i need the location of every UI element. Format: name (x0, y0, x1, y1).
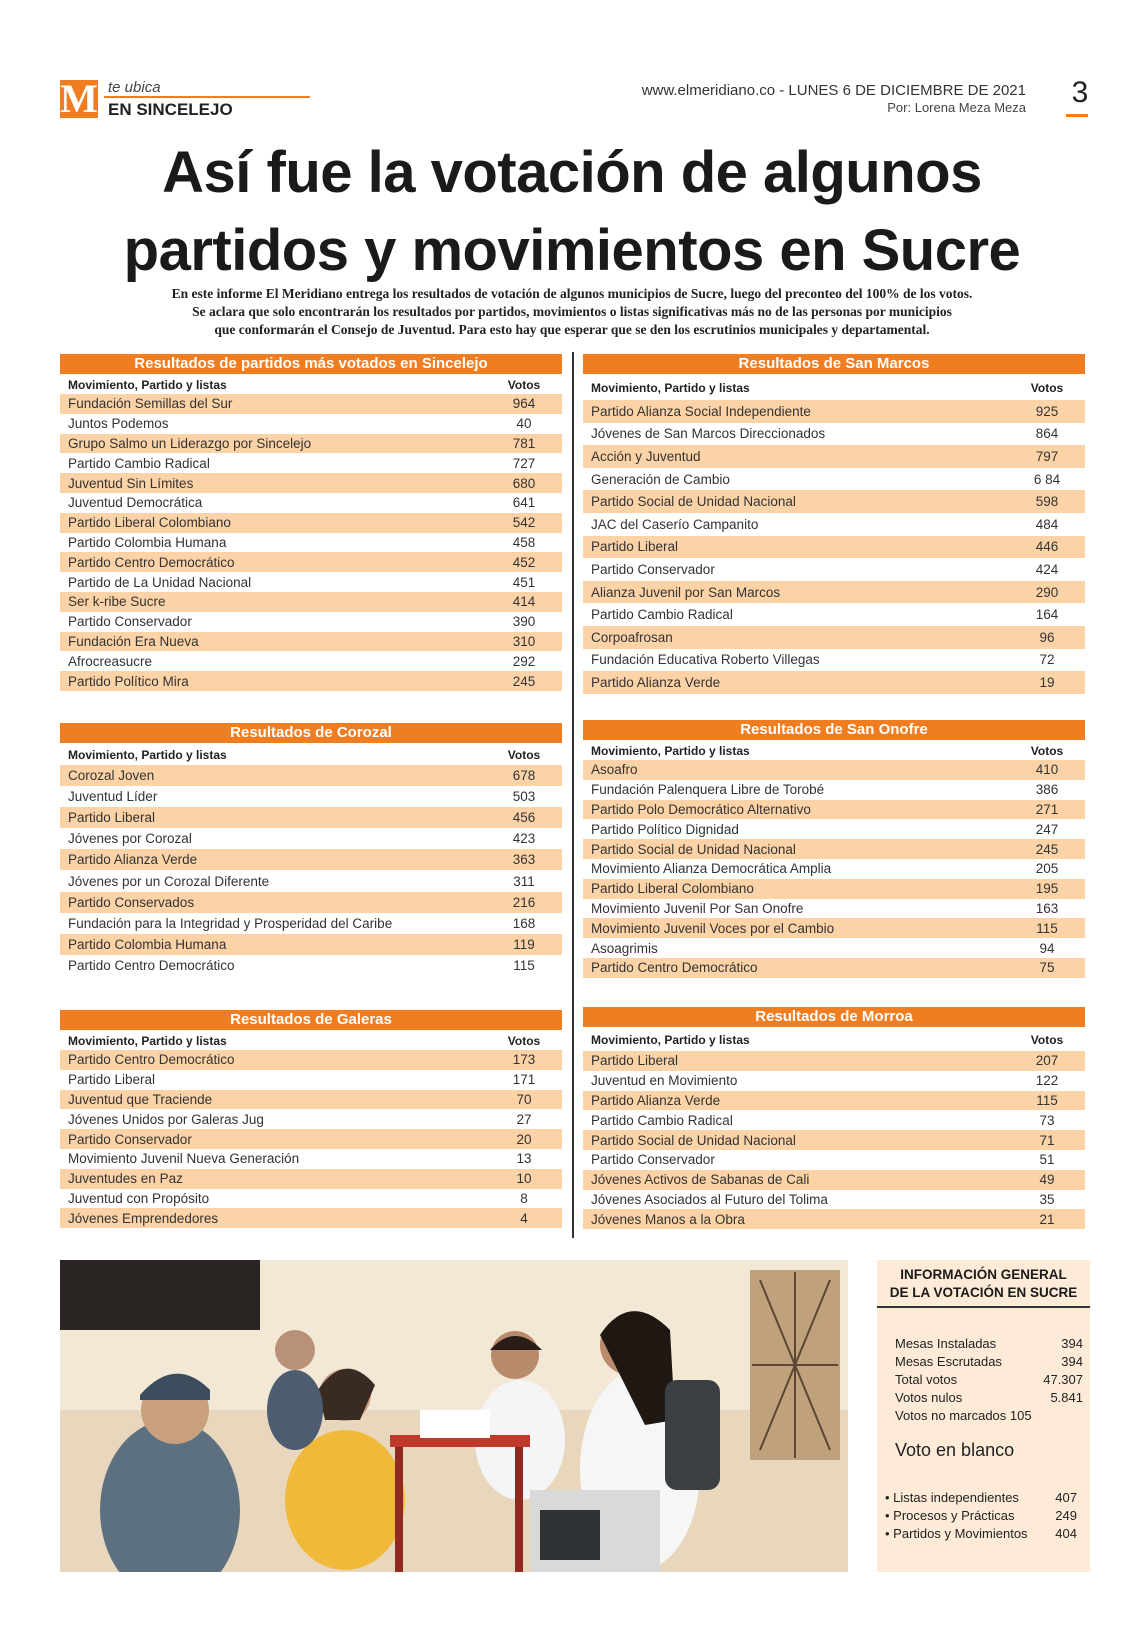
row-name: Corpoafrosan (591, 629, 673, 645)
table-row (60, 651, 562, 671)
blank-label: • Procesos y Prácticas (885, 1508, 1015, 1523)
table-row (60, 828, 562, 849)
row-votes: 484 (1035, 516, 1059, 532)
stat-label: Total votos (895, 1372, 958, 1387)
table-title: Resultados de Morroa (583, 1007, 1085, 1027)
row-votes: 8 (520, 1190, 528, 1206)
row-votes: 363 (512, 852, 536, 868)
table-row (583, 1091, 1085, 1111)
row-name: Partido Cambio Radical (591, 607, 733, 623)
column-header-votes: Votos (507, 378, 541, 392)
table-row (60, 493, 562, 513)
row-name: Partido Conservador (591, 1152, 715, 1168)
row-name: Partido Conservador (591, 561, 715, 577)
row-name: Partido Centro Democrático (68, 554, 235, 570)
table-row (583, 839, 1085, 859)
row-name: Partido Liberal (68, 1072, 156, 1088)
row-name: Movimiento Juvenil Por San Onofre (591, 900, 804, 916)
table-row (60, 612, 562, 632)
row-votes: 19 (1039, 674, 1055, 690)
row-name: Juventud en Movimiento (591, 1073, 738, 1089)
stat-label: Mesas Escrutadas (895, 1354, 1002, 1369)
intro-paragraph (110, 285, 1034, 339)
row-name: Partido Cambio Radical (591, 1112, 733, 1128)
byline: Por: Lorena Meza Meza (887, 100, 1026, 115)
row-name: Partido Social de Unidad Nacional (591, 1132, 796, 1148)
table-row (60, 1169, 562, 1189)
table-row (583, 938, 1085, 958)
table-row (583, 400, 1085, 423)
row-votes: 71 (1039, 1132, 1055, 1148)
table-row (60, 1050, 562, 1070)
row-votes: 49 (1039, 1172, 1055, 1188)
row-name: Ser k-ribe Sucre (68, 594, 166, 610)
row-name: Partido Político Mira (68, 673, 189, 689)
column-divider (572, 352, 574, 1238)
row-votes: 964 (512, 396, 536, 412)
table-morroa (583, 1007, 1085, 1229)
headline-line-2: partidos y movimientos en Sucre (123, 218, 1021, 283)
table-row (60, 892, 562, 913)
table-row (583, 899, 1085, 919)
blank-value: 407 (1055, 1490, 1077, 1505)
row-name: Jóvenes por un Corozal Diferente (68, 873, 270, 889)
row-votes: 168 (512, 915, 536, 931)
row-votes: 641 (512, 495, 536, 511)
table-title: Resultados de partidos más votados en Sincelejo (60, 354, 562, 374)
table-corozal (60, 723, 562, 976)
row-votes: 781 (512, 435, 536, 451)
row-name: Partido Centro Democrático (68, 1052, 235, 1068)
table-header (583, 1027, 1085, 1051)
row-votes: 119 (513, 936, 535, 952)
row-name: Juventud Democrática (68, 495, 203, 511)
table-row (60, 533, 562, 553)
table-row (583, 760, 1085, 780)
row-name: Movimiento Juvenil Nueva Generación (68, 1151, 300, 1167)
row-name: Partido Liberal (591, 1053, 679, 1069)
row-name: Fundación Semillas del Sur (68, 396, 233, 412)
table-title: Resultados de Corozal (60, 723, 562, 743)
stat-row (895, 1336, 1083, 1351)
row-name: Afrocreasucre (68, 653, 153, 669)
row-name: Juventud Sin Límites (68, 475, 194, 491)
row-votes: 456 (512, 810, 536, 826)
row-name: Partido Centro Democrático (591, 960, 758, 976)
row-name: Jóvenes Asociados al Futuro del Tolima (591, 1191, 828, 1207)
row-votes: 424 (1035, 561, 1059, 577)
table-row (60, 394, 562, 414)
row-name: Partido Liberal Colombiano (591, 881, 754, 897)
info-title-rule (877, 1306, 1090, 1308)
row-name: Movimiento Juvenil Voces por el Cambio (591, 920, 835, 936)
blank-row (885, 1490, 1077, 1505)
stat-row (895, 1354, 1083, 1369)
meridiano-logo: M (60, 76, 98, 121)
stat-value: 394 (1061, 1336, 1083, 1351)
row-name: Jóvenes de San Marcos Direccionados (591, 426, 826, 442)
column-header-votes: Votos (507, 748, 541, 762)
row-name: Partido Liberal Colombiano (68, 515, 231, 531)
row-name: Juventud que Traciende (68, 1091, 213, 1107)
row-name: Jóvenes Manos a la Obra (591, 1211, 745, 1227)
table-title: Resultados de San Onofre (583, 720, 1085, 740)
table-row (583, 918, 1085, 938)
row-votes: 171 (512, 1072, 536, 1088)
table-row (60, 592, 562, 612)
row-votes: 163 (1035, 900, 1059, 916)
row-votes: 451 (512, 574, 536, 590)
row-votes: 20 (516, 1131, 532, 1147)
column-header-name: Movimiento, Partido y listas (591, 381, 750, 395)
row-votes: 40 (516, 416, 532, 432)
table-row (583, 958, 1085, 978)
row-votes: 864 (1035, 426, 1059, 442)
table-row (583, 423, 1085, 446)
row-name: Partido Político Dignidad (591, 821, 739, 837)
row-votes: 386 (1035, 782, 1059, 798)
section-rule (104, 96, 310, 98)
row-votes: 72 (1039, 652, 1055, 668)
stat-row (895, 1372, 1083, 1387)
row-name: Juventud Líder (68, 789, 158, 805)
voting-photo (60, 1260, 848, 1572)
row-votes: 410 (1035, 762, 1059, 778)
row-votes: 21 (1039, 1211, 1055, 1227)
row-name: Fundación Era Nueva (68, 633, 199, 649)
table-row (583, 1110, 1085, 1130)
row-votes: 205 (1035, 861, 1059, 877)
row-votes: 503 (512, 789, 536, 805)
table-row (60, 1208, 562, 1228)
table-row (60, 671, 562, 691)
row-votes: 75 (1039, 960, 1055, 976)
blank-vote-title: Voto en blanco (895, 1440, 1015, 1460)
table-row (60, 934, 562, 955)
section-name: EN SINCELEJO (108, 100, 233, 119)
table-row (60, 572, 562, 592)
table-row (583, 800, 1085, 820)
intro-line-1: En este informe El Meridiano entrega los resultados de votación de algunos municipios de Sucre, luego del preconteo del 100% de los votos. (171, 286, 973, 301)
table-header (583, 740, 1085, 760)
table-header (60, 374, 562, 394)
row-name: Jóvenes Emprendedores (68, 1210, 219, 1226)
row-name: Partido Conservados (68, 894, 195, 910)
row-name: Juntos Podemos (68, 416, 169, 432)
row-votes: 96 (1039, 629, 1055, 645)
row-name: Partido Conservador (68, 614, 192, 630)
column-header-name: Movimiento, Partido y listas (68, 1034, 227, 1048)
row-votes: 115 (1036, 1092, 1058, 1108)
row-votes: 271 (1035, 801, 1059, 817)
row-name: Juventudes en Paz (68, 1171, 183, 1187)
column-header-votes: Votos (1030, 744, 1064, 758)
row-votes: 727 (512, 455, 536, 471)
row-name: Jóvenes Unidos por Galeras Jug (68, 1111, 264, 1127)
table-title: Resultados de San Marcos (583, 354, 1085, 374)
row-name: Fundación Palenquera Libre de Torobé (591, 782, 825, 798)
column-header-name: Movimiento, Partido y listas (68, 748, 227, 762)
row-votes: 27 (516, 1111, 532, 1127)
blank-row (885, 1526, 1077, 1541)
table-row (60, 1189, 562, 1209)
table-row (60, 552, 562, 572)
page-number: 3 (1071, 76, 1089, 109)
blank-label: • Partidos y Movimientos (885, 1526, 1028, 1541)
row-votes: 678 (512, 768, 536, 784)
row-votes: 414 (512, 594, 536, 610)
row-votes: 115 (513, 957, 535, 973)
table-row (60, 1129, 562, 1149)
table-row (583, 780, 1085, 800)
row-name: Partido Alianza Verde (591, 674, 721, 690)
table-row (60, 1070, 562, 1090)
headline (40, 134, 1104, 290)
table-row (583, 819, 1085, 839)
stat-value: 47.307 (1043, 1372, 1083, 1387)
intro-line-3: que conformarán el Consejo de Juventud. Para esto hay que esperar que se den los escrutinios municipales y departamental. (214, 322, 930, 337)
row-votes: 35 (1039, 1191, 1055, 1207)
table-row (60, 473, 562, 493)
table-row (583, 581, 1085, 604)
table-header (583, 374, 1085, 400)
table-title: Resultados de Galeras (60, 1010, 562, 1030)
table-header (60, 1030, 562, 1050)
stat-label: Votos nulos (895, 1390, 963, 1405)
blank-row (885, 1508, 1077, 1523)
row-votes: 73 (1039, 1112, 1055, 1128)
table-row (60, 765, 562, 786)
row-votes: 245 (512, 673, 536, 689)
section-kicker: te ubica (108, 79, 161, 96)
table-galeras (60, 1010, 562, 1228)
table-row (583, 603, 1085, 626)
row-votes: 598 (1035, 494, 1059, 510)
stat-row (895, 1390, 1083, 1405)
blank-value: 249 (1055, 1508, 1077, 1523)
table-row (583, 626, 1085, 649)
table-header (60, 743, 562, 765)
row-name: Partido Colombia Humana (68, 534, 227, 550)
masthead-info (642, 82, 1026, 115)
table-row (583, 513, 1085, 536)
table-row (60, 453, 562, 473)
row-votes: 423 (512, 831, 536, 847)
row-votes: 452 (512, 554, 536, 570)
table-row (60, 1090, 562, 1110)
table-row (583, 1130, 1085, 1150)
table-row (60, 513, 562, 533)
row-votes: 446 (1035, 539, 1059, 555)
row-votes: 10 (516, 1171, 532, 1187)
info-title-line-1: INFORMACIÓN GENERAL (900, 1267, 1067, 1282)
row-name: Fundación Educativa Roberto Villegas (591, 652, 820, 668)
row-name: Jóvenes por Corozal (68, 831, 192, 847)
blank-label: • Listas independientes (885, 1490, 1019, 1505)
row-votes: 13 (516, 1151, 532, 1167)
row-name: Partido Alianza Verde (68, 852, 198, 868)
table-row (60, 849, 562, 870)
table-row (60, 807, 562, 828)
table-row (583, 1051, 1085, 1071)
row-name: Fundación para la Integridad y Prosperidad del Caribe (68, 915, 393, 931)
row-name: Partido Liberal (68, 810, 156, 826)
row-name: Juventud con Propósito (68, 1190, 210, 1206)
table-row (583, 558, 1085, 581)
table-row (583, 1150, 1085, 1170)
table-row (60, 913, 562, 934)
table-row (60, 786, 562, 807)
row-votes: 122 (1035, 1073, 1059, 1089)
row-votes: 70 (516, 1091, 532, 1107)
table-row (60, 632, 562, 652)
row-votes: 542 (512, 515, 536, 531)
stat-label: Mesas Instaladas (895, 1336, 997, 1351)
column-header-votes: Votos (507, 1034, 541, 1048)
row-votes: 6 84 (1033, 471, 1061, 487)
site-date: www.elmeridiano.co - LUNES 6 DE DICIEMBRE DE 2021 (641, 82, 1026, 99)
column-header-name: Movimiento, Partido y listas (68, 378, 227, 392)
row-name: Partido Centro Democrático (68, 957, 235, 973)
stat-value: 5.841 (1050, 1390, 1083, 1405)
info-title-line-2: DE LA VOTACIÓN EN SUCRE (889, 1285, 1078, 1300)
row-votes: 207 (1035, 1053, 1059, 1069)
row-votes: 115 (1036, 920, 1058, 936)
table-row (583, 1209, 1085, 1229)
intro-line-2: Se aclara que solo encontrarán los resultados por partidos, movimientos o listas significativas más no de las personas por municipios (192, 304, 952, 319)
table-row (60, 1109, 562, 1129)
table-row (60, 955, 562, 976)
row-votes: 925 (1035, 403, 1059, 419)
table-san-marcos (583, 354, 1085, 694)
row-name: Asoagrimis (591, 940, 658, 956)
stat-label: Votos no marcados 105 (895, 1408, 1032, 1423)
table-row (583, 859, 1085, 879)
table-row (60, 414, 562, 434)
row-votes: 164 (1035, 607, 1059, 623)
table-row (583, 490, 1085, 513)
row-name: Partido Alianza Social Independiente (591, 403, 811, 419)
row-name: Alianza Juvenil por San Marcos (591, 584, 781, 600)
row-votes: 797 (1035, 448, 1059, 464)
row-name: Partido Alianza Verde (591, 1092, 721, 1108)
row-votes: 458 (512, 534, 536, 550)
row-name: Asoafro (591, 762, 638, 778)
row-votes: 292 (512, 653, 536, 669)
column-header-votes: Votos (1030, 381, 1064, 395)
column-header-name: Movimiento, Partido y listas (591, 1033, 750, 1047)
row-votes: 173 (512, 1052, 536, 1068)
stat-row (895, 1408, 1083, 1423)
info-box-title (877, 1266, 1090, 1302)
row-votes: 245 (1035, 841, 1059, 857)
row-name: Corozal Joven (68, 768, 155, 784)
info-box (877, 1260, 1090, 1572)
row-votes: 390 (512, 614, 536, 630)
blank-value: 404 (1055, 1526, 1077, 1541)
table-sincelejo (60, 354, 562, 691)
headline-line-1: Así fue la votación de algunos (162, 140, 982, 205)
table-row (583, 468, 1085, 491)
table-row (60, 870, 562, 891)
row-name: Partido Social de Unidad Nacional (591, 494, 796, 510)
table-row (60, 1149, 562, 1169)
table-row (583, 671, 1085, 694)
row-votes: 290 (1035, 584, 1059, 600)
row-name: Partido Polo Democrático Alternativo (591, 801, 811, 817)
row-name: Partido Liberal (591, 539, 679, 555)
table-row (583, 1190, 1085, 1210)
row-name: Generación de Cambio (591, 471, 730, 487)
page-number-rule (1066, 114, 1088, 117)
row-votes: 680 (512, 475, 536, 491)
row-name: Acción y Juventud (591, 448, 701, 464)
table-row (583, 536, 1085, 559)
row-name: Partido Cambio Radical (68, 455, 210, 471)
table-row (583, 1071, 1085, 1091)
row-votes: 247 (1035, 821, 1059, 837)
row-name: Jóvenes Activos de Sabanas de Cali (591, 1172, 810, 1188)
table-row (583, 1170, 1085, 1190)
column-header-name: Movimiento, Partido y listas (591, 744, 750, 758)
row-votes: 94 (1039, 940, 1055, 956)
row-name: Partido de La Unidad Nacional (68, 574, 252, 590)
row-name: Partido Colombia Humana (68, 936, 227, 952)
row-name: Partido Social de Unidad Nacional (591, 841, 796, 857)
row-votes: 195 (1035, 881, 1059, 897)
table-row (583, 445, 1085, 468)
row-votes: 4 (520, 1210, 528, 1226)
column-header-votes: Votos (1030, 1033, 1064, 1047)
row-name: Partido Conservador (68, 1131, 192, 1147)
row-name: Grupo Salmo un Liderazgo por Sincelejo (68, 435, 312, 451)
table-row (583, 879, 1085, 899)
row-votes: 311 (513, 873, 535, 889)
row-votes: 216 (512, 894, 536, 910)
row-name: Movimiento Alianza Democrática Amplia (591, 861, 832, 877)
stat-value: 394 (1061, 1354, 1083, 1369)
table-row (583, 649, 1085, 672)
row-name: JAC del Caserío Campanito (591, 516, 759, 532)
table-row (60, 434, 562, 454)
row-votes: 310 (512, 633, 536, 649)
row-votes: 51 (1039, 1152, 1055, 1168)
table-san-onofre (583, 720, 1085, 978)
